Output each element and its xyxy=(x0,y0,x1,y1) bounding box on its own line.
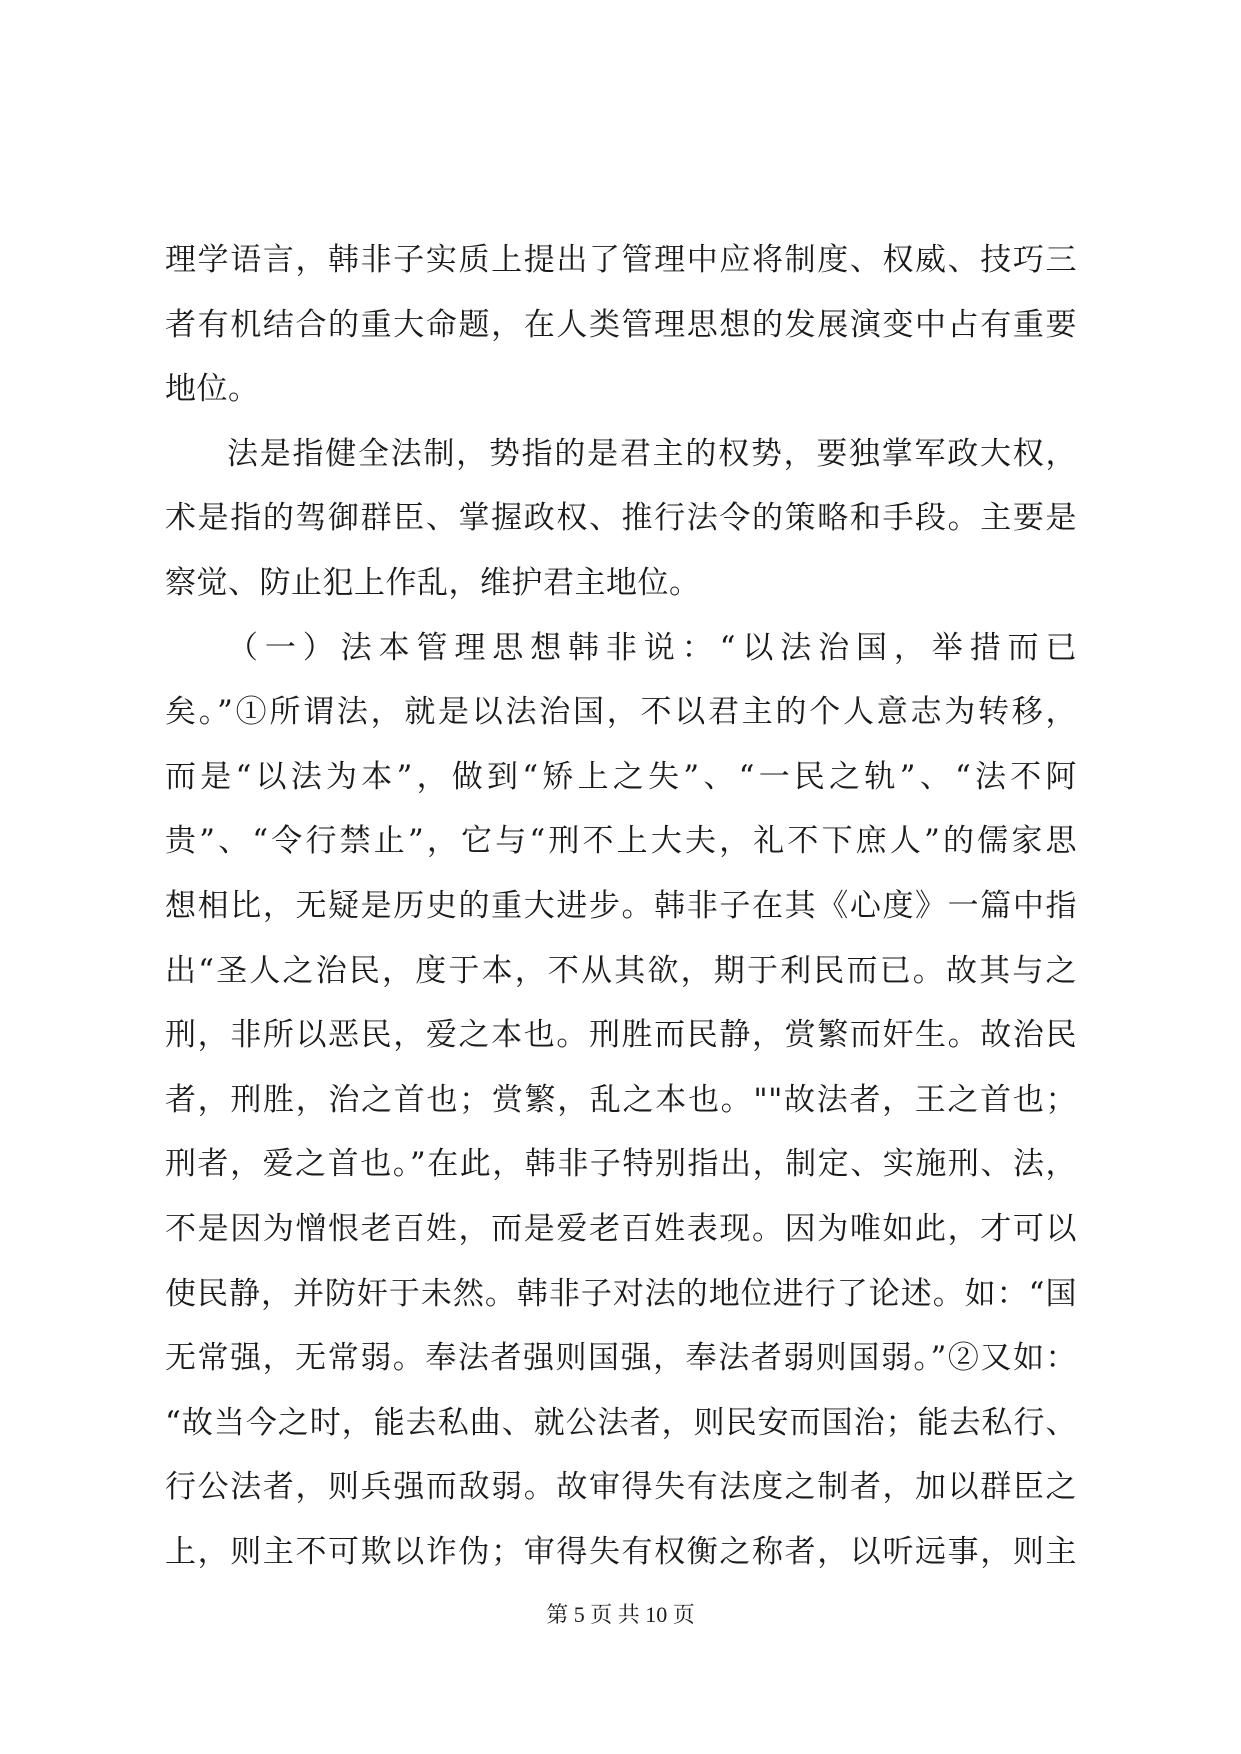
text-line: 刑，非所以恶民，爱之本也。刑胜而民静，赏繁而奸生。故治民 xyxy=(165,1017,1077,1054)
text-line: 者，刑胜，治之首也；赏繁，乱之本也。""故法者，王之首也； xyxy=(165,1081,1077,1118)
text-line: “故当今之时，能去私曲、就公法者，则民安而国治；能去私行、 xyxy=(165,1404,1077,1441)
text-line: 出“圣人之治民，度于本，不从其欲，期于利民而已。故其与之 xyxy=(165,952,1077,989)
text-line: 贵”、“令行禁止”，它与“刑不上大夫，礼不下庶人”的儒家思 xyxy=(165,823,1077,860)
text-line: 不是因为憎恨老百姓，而是爱老百姓表现。因为唯如此，才可以 xyxy=(165,1210,1077,1247)
text-line: 矣。”①所谓法，就是以法治国，不以君主的个人意志为转移， xyxy=(165,694,1077,731)
body-text xyxy=(165,228,1077,1584)
text-line: 察觉、防止犯上作乱，维护君主地位。 xyxy=(165,564,701,601)
page-footer: 第 5 页 共 10 页 xyxy=(546,1602,695,1627)
text-line: 刑者，爱之首也。”在此，韩非子特别指出，制定、实施刑、法， xyxy=(165,1146,1077,1183)
text-line: 术是指的驾御群臣、掌握政权、推行法令的策略和手段。主要是 xyxy=(165,500,1077,537)
text-line: 想相比，无疑是历史的重大进步。韩非子在其《心度》一篇中指 xyxy=(165,887,1077,924)
text-line: 无常强，无常弱。奉法者强则国强，奉法者弱则国弱。”②又如： xyxy=(165,1340,1077,1377)
text-line: 使民静，并防奸于未然。韩非子对法的地位进行了论述。如：“国 xyxy=(165,1275,1077,1312)
text-line: 法是指健全法制，势指的是君主的权势，要独掌军政大权， xyxy=(227,435,1077,472)
text-line: 行公法者，则兵强而敌弱。故审得失有法度之制者，加以群臣之 xyxy=(165,1469,1077,1506)
text-line: 而是“以法为本”，做到“矫上之失”、“一民之轨”、“法不阿 xyxy=(165,758,1077,795)
text-line: 上，则主不可欺以诈伪；审得失有权衡之称者，以听远事，则主 xyxy=(165,1533,1077,1570)
text-line: 地位。 xyxy=(165,371,260,408)
text-line: （一）法本管理思想韩非说：“以法治国，举措而已 xyxy=(227,629,1077,666)
text-line: 者有机结合的重大命题，在人类管理思想的发展演变中占有重要 xyxy=(165,306,1077,343)
text-line: 理学语言，韩非子实质上提出了管理中应将制度、权威、技巧三 xyxy=(165,242,1077,278)
